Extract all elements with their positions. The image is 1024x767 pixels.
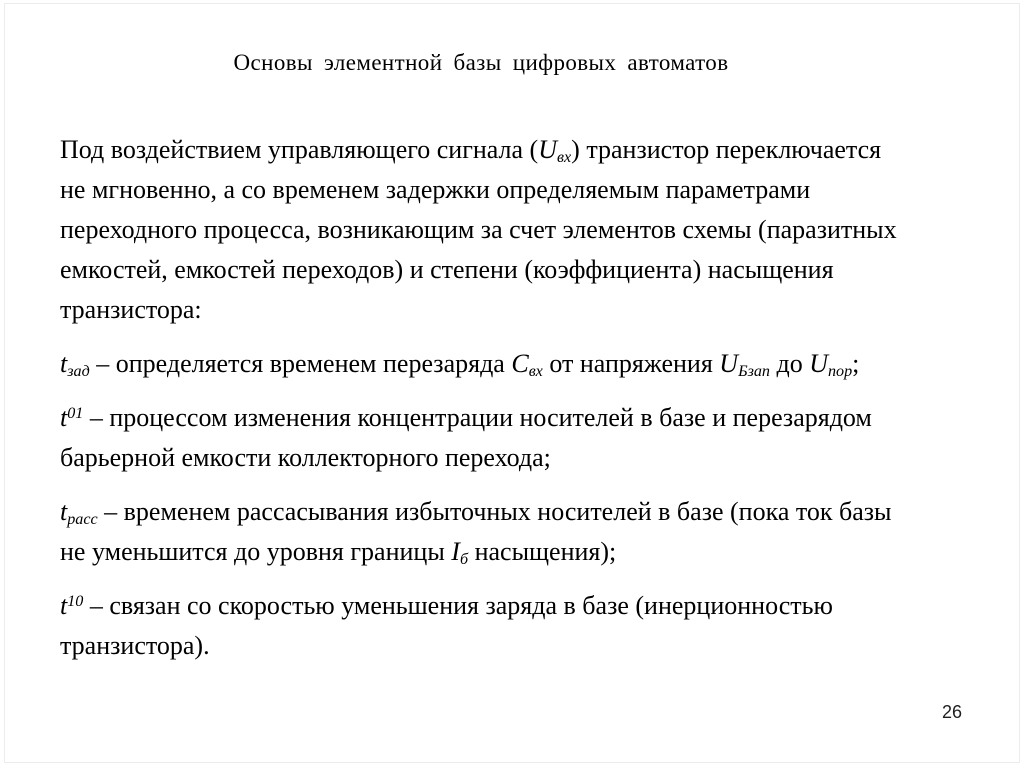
paragraph-t-01 [60, 398, 976, 478]
text-segment: ; [852, 349, 860, 378]
slide-body [60, 130, 976, 680]
text-segment: вх [557, 148, 572, 166]
text-segment: не уменьшится до уровня границы [60, 537, 452, 566]
slide-title: Основы элементной базы цифровых автоматов [233, 50, 729, 75]
paragraph-t-rass [60, 492, 976, 572]
text-segment: I [451, 537, 460, 566]
page-number: 26 [941, 702, 962, 722]
text-segment: емкостей, емкостей переходов) и степени (коэффициента) насыщения [60, 255, 834, 284]
text-segment: – процессом изменения концентрации носителей в базе и перезарядом [83, 403, 872, 432]
text-segment: U [809, 349, 828, 378]
text-segment: – определяется временем перезаряда [89, 349, 512, 378]
text-segment: пор [828, 362, 853, 380]
text-segment: Под воздействием управляющего сигнала ( [60, 135, 539, 164]
text-segment: переходного процесса, возникающим за счет элементов схемы (паразитных [60, 215, 897, 244]
text-segment: – связан со скоростью уменьшения заряда в базе (инерционностью [83, 591, 833, 620]
text-segment: зад [67, 362, 90, 380]
text-segment: насыщения); [468, 537, 617, 566]
text-segment: t [60, 497, 68, 526]
text-segment: t [60, 591, 68, 620]
text-segment: C [511, 349, 529, 378]
text-segment: U [719, 349, 739, 378]
text-segment: транзистора: [60, 295, 202, 324]
text-segment: от напряжения [542, 349, 720, 378]
text-segment: ) транзистор переключается [571, 135, 882, 164]
text-segment: вх [528, 362, 543, 380]
text-segment: транзистора). [60, 631, 210, 660]
text-segment: Бзап [738, 362, 770, 380]
text-segment: 01 [67, 404, 84, 422]
text-segment: t [60, 349, 68, 378]
text-segment: 10 [67, 592, 84, 610]
text-segment: t [60, 403, 68, 432]
text-segment: б [459, 550, 469, 568]
paragraph-t-10 [60, 586, 976, 666]
text-segment: расс [67, 510, 98, 528]
text-segment: не мгновенно, а со временем задержки определяемым параметрами [60, 175, 811, 204]
text-segment: до [769, 349, 810, 378]
paragraph-t-zad [60, 344, 976, 384]
text-segment: – временем рассасывания избыточных носителей в базе (пока ток базы [97, 497, 892, 526]
text-segment: U [538, 135, 558, 164]
paragraph-intro [60, 130, 976, 330]
text-segment: барьерной емкости коллекторного перехода; [60, 443, 551, 472]
